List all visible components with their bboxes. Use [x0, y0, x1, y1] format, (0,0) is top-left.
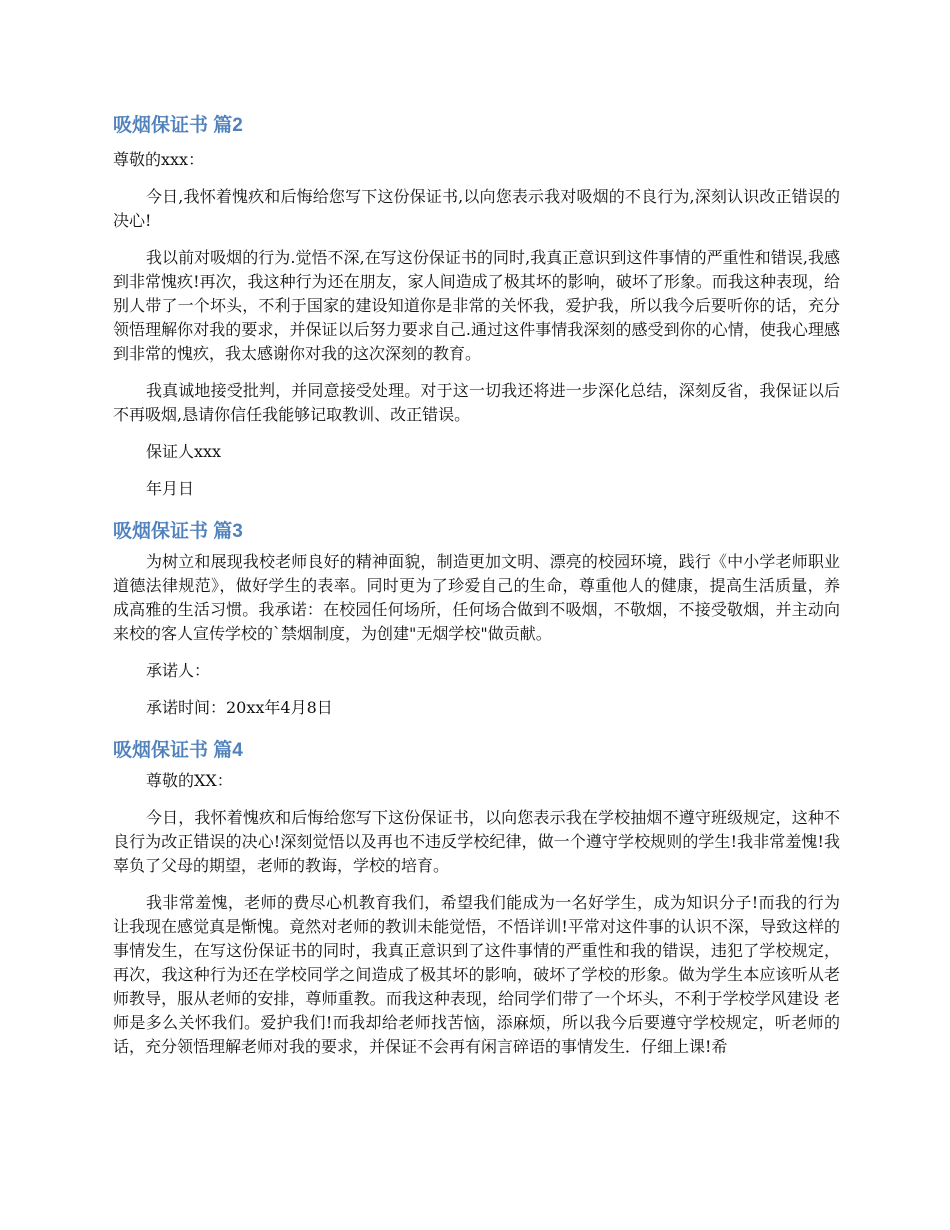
signature-line: 保证人xxx	[146, 442, 222, 461]
body-paragraph: 我真诚地接受批判，并同意接受处理。对于这一切我还将进一步深化总结，深刻反省，我保证以后不再吸烟,恳请你信任我能够记取教训、改正错误。	[113, 381, 840, 424]
date-line: 年月日	[146, 479, 195, 498]
signature-line: 承诺人：	[146, 661, 211, 680]
body-paragraph: 我非常羞愧，老师的费尽心机教育我们，希望我们能成为一名好学生，成为知识分子!而我的行为让我现在感觉真是惭愧。竟然对老师的教训未能觉悟，不悟详训!平常对这件事的认识不深，导致这样的事情发生，在写这份保证书的同时，我真正意识到了这件事情的严重性和我的错误，违犯了学校规定，再次，我这种行为还在学校同学之间造成了极其坏的影响，破坏了学校的形象。做为学生本应该听从老师教导，服从老师的安排，尊师重教。而我这种表现，给同学们带了一个坏头，不利于学校学风建设 老师是多么关怀我们。爱护我们!而我却给老师找苦恼，添麻烦，所以我今后要遵守学校规定，听老师的话，充分领悟理解老师对我的要求，并保证不会再有闲言碎语的事情发生．仔细上课!希	[113, 893, 840, 1056]
section-title: 吸烟保证书 篇3	[113, 521, 243, 542]
date-line: 承诺时间：20xx年4月8日	[146, 698, 333, 717]
document-page	[113, 108, 840, 1072]
salutation: 尊敬的xxx：	[113, 150, 205, 169]
body-paragraph: 今日，我怀着愧疚和后悔给您写下这份保证书，以向您表示我在学校抽烟不遵守班级规定，这种不良行为改正错误的决心!深刻觉悟以及再也不违反学校纪律，做一个遵守学校规则的学生!我非常羞愧!我辜负了父母的期望，老师的教诲，学校的培育。	[113, 808, 840, 875]
body-paragraph: 为树立和展现我校老师良好的精神面貌，制造更加文明、漂亮的校园环境，践行《中小学老师职业道德法律规范》，做好学生的表率。同时更为了珍爱自己的生命，尊重他人的健康，提高生活质量，养成高雅的生活习惯。我承诺：在校园任何场所，任何场合做到不吸烟，不敬烟，不接受敬烟，并主动向来校的客人宣传学校的`禁烟制度，为创建"无烟学校"做贡献。	[113, 552, 840, 643]
section-3	[113, 514, 840, 720]
section-title: 吸烟保证书 篇4	[113, 740, 243, 761]
section-4	[113, 733, 840, 1059]
body-paragraph: 我以前对吸烟的行为.觉悟不深,在写这份保证书的同时,我真正意识到这件事情的严重性和错误,我感到非常愧疚!再次，我这种行为还在朋友，家人间造成了极其坏的影响，破坏了形象。而我这种表现，给别人带了一个坏头，不利于国家的建设知道你是非常的关怀我，爱护我，所以我今后要听你的话，充分领悟理解你对我的要求，并保证以后努力要求自己.通过这件事情我深刻的感受到你的心情，使我心理感到非常的愧疚，我太感谢你对我的这次深刻的教育。	[113, 248, 840, 363]
section-2	[113, 108, 840, 501]
section-title: 吸烟保证书 篇2	[113, 115, 243, 136]
body-paragraph: 今日,我怀着愧疚和后悔给您写下这份保证书,以向您表示我对吸烟的不良行为,深刻认识改正错误的决心!	[113, 187, 840, 230]
salutation: 尊敬的XX：	[146, 771, 233, 790]
